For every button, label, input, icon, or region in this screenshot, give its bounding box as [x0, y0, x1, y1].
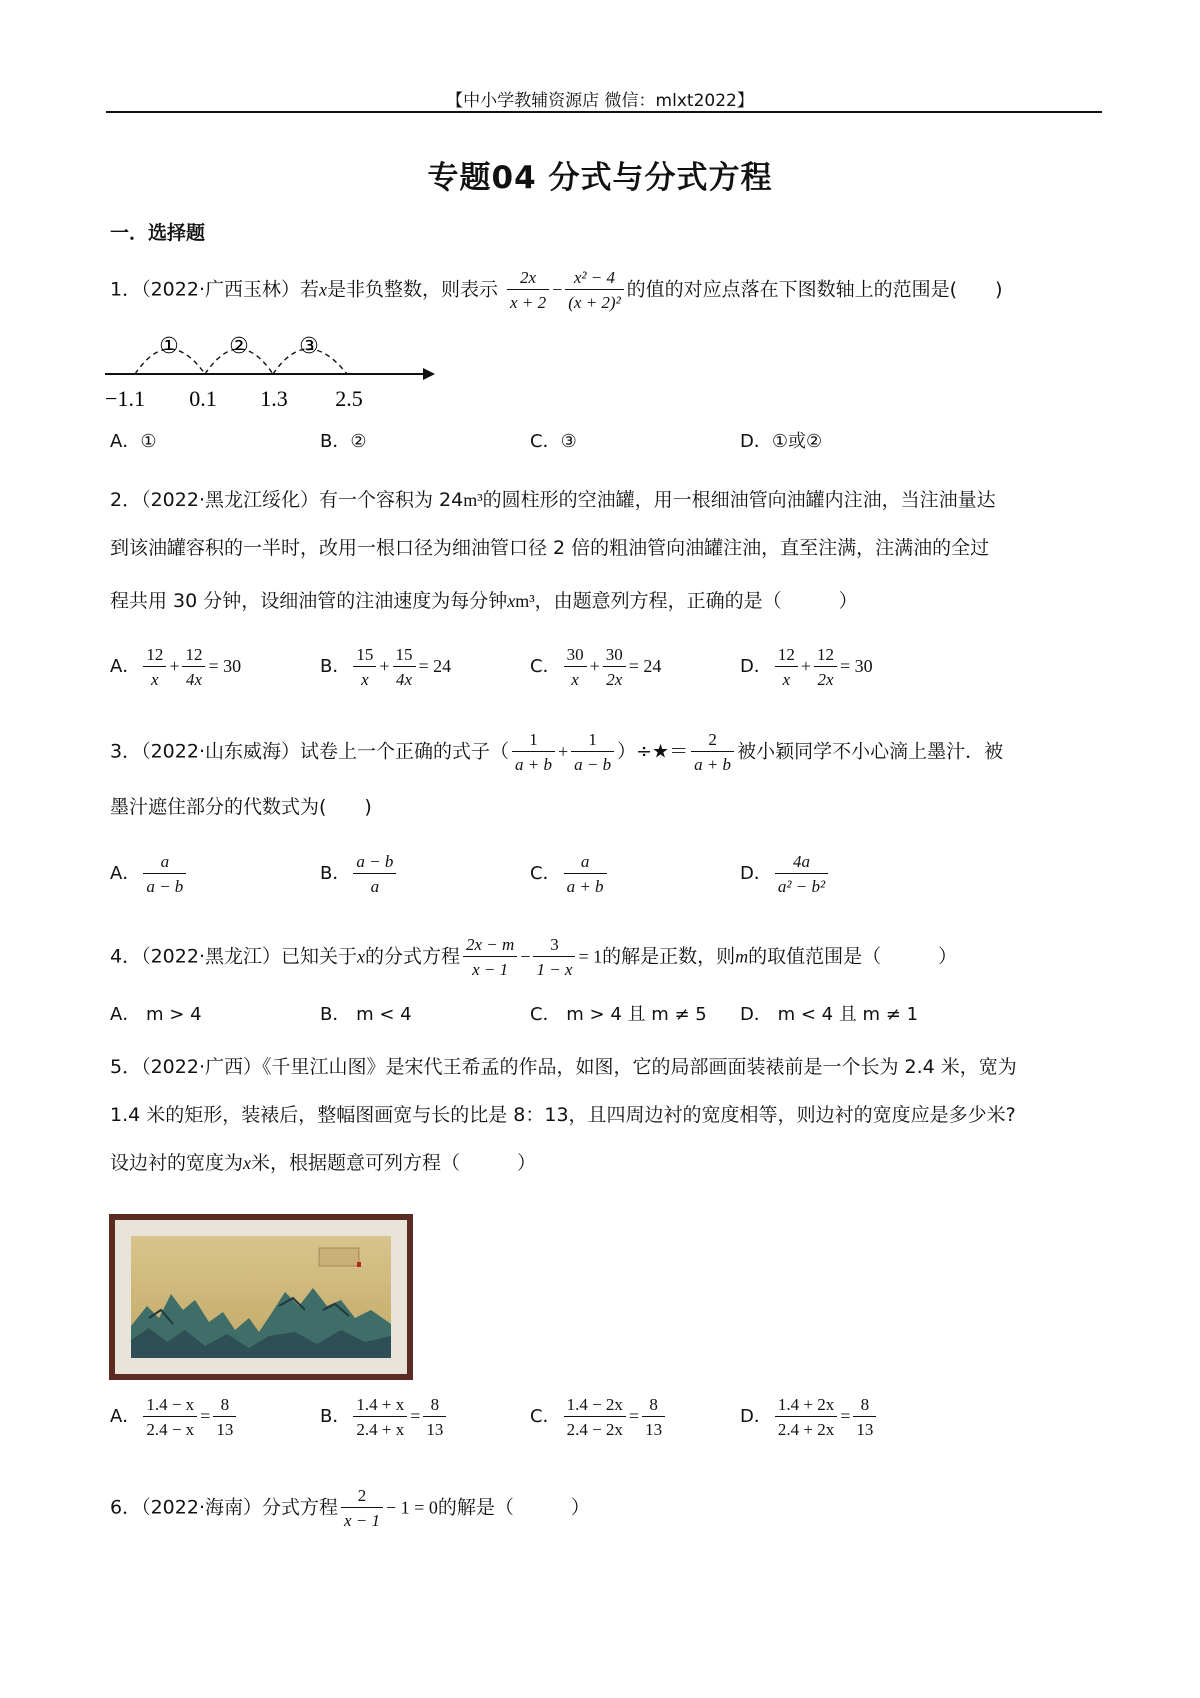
- q5-option-d: D． $\frac{1.4 + 2x}{2.4 + 2x}$ = $\frac{8}{13}$: [740, 1395, 879, 1439]
- q2-option-a: A． $\frac{12}{x}$ + $\frac{12}{4x}$ = 30: [110, 645, 242, 689]
- q2-option-b: B． $\frac{15}{x}$ + $\frac{15}{4x}$ = 24: [320, 645, 452, 689]
- header-rule: [106, 111, 1102, 113]
- tick-label: 1.3: [260, 386, 288, 411]
- number-line: [105, 322, 435, 412]
- question-3-line-2: 墨汁遮住部分的代数式为( ): [110, 796, 372, 818]
- q1-option-d: D．①或②: [740, 431, 823, 452]
- page-header: 【中小学教辅资源店 微信：mlxt2022】: [446, 91, 754, 111]
- q4-option-c: C． m > 4 且 m ≠ 5: [530, 1004, 707, 1025]
- q5-option-b: B． $\frac{1.4 + x}{2.4 + x}$ = $\frac{8}{13}$: [320, 1395, 449, 1439]
- question-5-line-1: 5．（2022·广西）《千里江山图》是宋代王希孟的作品，如图，它的局部画面装裱前是一个长为 2.4 米，宽为: [110, 1056, 1017, 1078]
- section-heading: 一．选择题: [110, 222, 206, 244]
- question-6: 6．（2022·海南）分式方程 $\frac{2}{x - 1}$ − 1 = 0的解是（ ）: [110, 1486, 590, 1530]
- painting-image: [109, 1214, 413, 1380]
- question-1: 1．（2022·广西玉林）若x是非负整数，则表示 $\frac{2x}{x + 2}$ − $\frac{\text{x² − 4}}{\text{(x + 2)²}}$ 的值的对应点落在下图数轴上的范围是( ): [110, 268, 1003, 312]
- q2-option-c: C． $\frac{30}{x}$ + $\frac{30}{2x}$ = 24: [530, 645, 662, 689]
- fraction: $\frac{\text{x² − 4}}{\text{(x + 2)²}}$: [565, 268, 623, 312]
- q5-option-a: A． $\frac{1.4 - x}{2.4 - x}$ = $\frac{8}{13}$: [110, 1395, 239, 1439]
- q1-option-c: C．③: [530, 431, 577, 452]
- q4-option-a: A． m > 4: [110, 1004, 202, 1025]
- q3-option-a: A． $\frac{a}{a - b}$: [110, 852, 189, 896]
- q4-option-b: B． m < 4: [320, 1004, 412, 1025]
- region-label-3: ③: [299, 334, 319, 359]
- q3-option-d: D． $\frac{4a}{\text{a² − b²}}$: [740, 852, 831, 896]
- page-title: 专题04 分式与分式方程: [427, 160, 773, 196]
- question-2-line-3: 程共用 30 分钟，设细油管的注油速度为每分钟xm³，由题意列方程，正确的是（ ）: [110, 590, 858, 612]
- tick-label: 2.5: [335, 386, 363, 411]
- question-3-line-1: 3．（2022·山东威海）试卷上一个正确的式子（ $\frac{1}{a + b}$ + $\frac{1}{a - b}$ ）÷★＝ $\frac{2}{a + b}$ 被小颖同学不小心滴上墨汁．被: [110, 730, 1004, 774]
- question-5-line-2: 1.4 米的矩形，装裱后，整幅图画宽与长的比是 8：13，且四周边衬的宽度相等，则边衬的宽度应是多少米?: [110, 1104, 1016, 1126]
- question-5-line-3: 设边衬的宽度为x米，根据题意可列方程（ ）: [110, 1152, 537, 1174]
- q5-option-c: C． $\frac{1.4 - 2x}{2.4 - 2x}$ = $\frac{8}{13}$: [530, 1395, 668, 1439]
- q1-option-a: A．①: [110, 431, 157, 452]
- q4-option-d: D． m < 4 且 m ≠ 1: [740, 1004, 919, 1025]
- q3-option-c: C． $\frac{a}{a + b}$: [530, 852, 610, 896]
- q2-option-d: D． $\frac{12}{x}$ + $\frac{12}{2x}$ = 30: [740, 645, 873, 689]
- question-4: 4．（2022·黑龙江）已知关于x的分式方程 $\frac{2x - m}{x - 1}$ − $\frac{3}{1 - x}$ = 1的解是正数，则m的取值范围是（ ）: [110, 935, 958, 979]
- tick-label: −1.1: [105, 386, 145, 411]
- fraction: $\frac{2x}{x + 2}$: [507, 268, 549, 312]
- q1-option-b: B．②: [320, 431, 367, 452]
- region-label-1: ①: [159, 334, 179, 359]
- question-2-line-2: 到该油罐容积的一半时，改用一根口径为细油管口径 2 倍的粗油管向油罐注油，直至注满，注满油的全过: [110, 537, 990, 559]
- number-line-arrow: [423, 368, 435, 380]
- tick-label: 0.1: [189, 386, 217, 411]
- question-2-line-1: 2．（2022·黑龙江绥化）有一个容积为 24m³的圆柱形的空油罐，用一根细油管向油罐内注油，当注油量达: [110, 489, 996, 511]
- region-label-2: ②: [229, 334, 249, 359]
- q3-option-b: B． $\frac{a - b}{a}$: [320, 852, 399, 896]
